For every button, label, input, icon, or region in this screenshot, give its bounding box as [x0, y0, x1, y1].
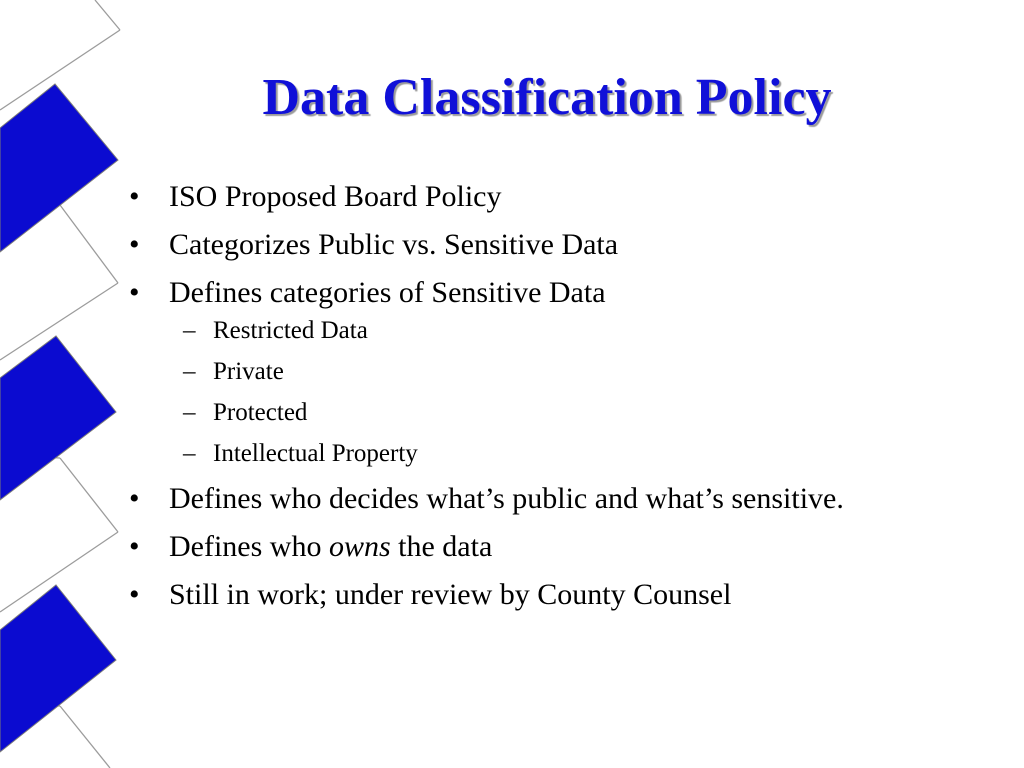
dash-marker: – — [183, 358, 196, 385]
sub-bullet-item — [128, 398, 928, 427]
bullet-marker: • — [129, 228, 140, 261]
bullet-text: Defines who decides what’s public and what’s sensitive. — [169, 482, 844, 515]
blue-diamond-3 — [0, 585, 116, 752]
sub-bullet-text: Protected — [213, 399, 308, 426]
bullet-item — [128, 530, 928, 564]
bullet-marker: • — [129, 180, 140, 213]
bullet-text: Defines categories of Sensitive Data — [169, 276, 606, 309]
bullet-item — [128, 276, 928, 468]
blue-diamond-2 — [0, 336, 116, 500]
dash-marker: – — [183, 399, 196, 426]
sub-bullet-text: Private — [213, 358, 284, 385]
sub-bullet-text: Restricted Data — [213, 317, 368, 344]
bullet-text: Categorizes Public vs. Sensitive Data — [169, 228, 619, 261]
bullet-marker: • — [129, 530, 140, 563]
bullet-list — [128, 180, 928, 612]
bullet-text-before: Defines who — [169, 530, 329, 563]
bullet-marker: • — [129, 276, 140, 309]
bullet-item — [128, 482, 928, 516]
dash-marker: – — [183, 317, 196, 344]
sub-bullet-group — [128, 316, 928, 468]
bullet-item — [128, 578, 928, 612]
sub-bullet-list — [128, 316, 928, 468]
slide-body — [128, 180, 928, 626]
dash-marker: – — [183, 440, 196, 467]
bullet-item — [128, 228, 928, 262]
bullet-marker: • — [129, 578, 140, 611]
bullet-text: Still in work; under review by County Counsel — [169, 578, 732, 611]
bullet-item — [128, 180, 928, 214]
bullet-marker: • — [129, 482, 140, 515]
blue-shapes — [0, 84, 118, 752]
bullet-text: ISO Proposed Board Policy — [169, 180, 502, 213]
sub-bullet-text: Intellectual Property — [213, 440, 418, 467]
slide-title: Data Classification Policy — [262, 69, 832, 126]
sub-bullet-item — [128, 316, 928, 345]
bullet-text-after: the data — [390, 530, 493, 563]
bullet-text-emphasis: owns — [328, 530, 391, 563]
sub-bullet-item — [128, 439, 928, 468]
sub-bullet-item — [128, 357, 928, 386]
